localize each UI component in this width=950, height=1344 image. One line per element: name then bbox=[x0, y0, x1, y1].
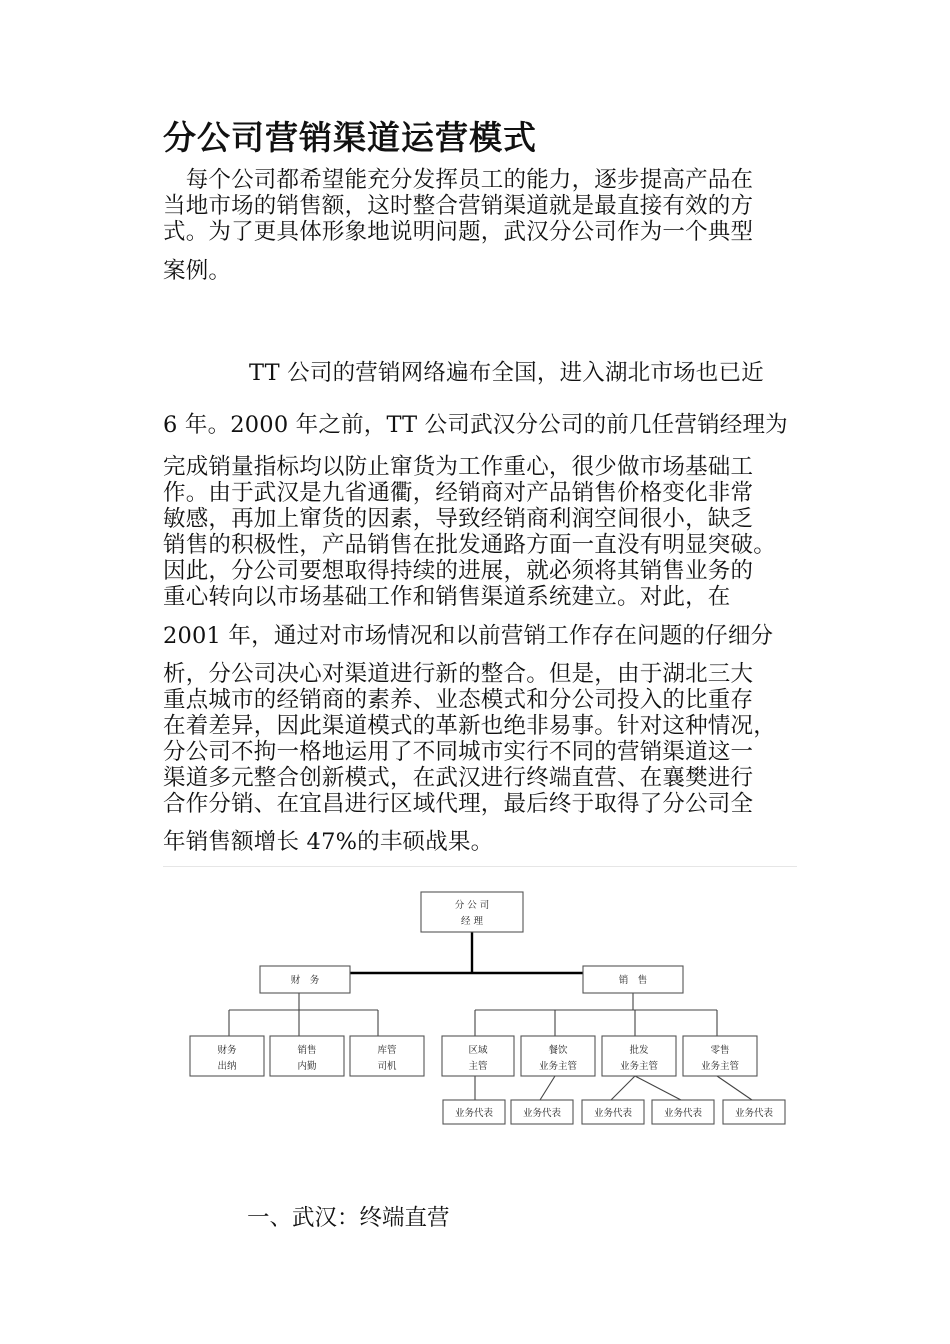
intro-line: 每个公司都希望能充分发挥员工的能力，逐步提高产品在 bbox=[163, 167, 754, 193]
org-node-rep bbox=[723, 1100, 785, 1124]
org-node-catering-supervisor bbox=[521, 1036, 595, 1076]
org-node-retail-supervisor bbox=[683, 1036, 757, 1076]
org-node-finance bbox=[260, 966, 350, 993]
body-line: 在着差异，因此渠道模式的革新也绝非易事。针对这种情况， bbox=[163, 713, 776, 739]
body-line: 分公司不拘一格地运用了不同城市实行不同的营销渠道这一 bbox=[163, 739, 754, 765]
body-line: 2001 年，通过对市场情况和以前营销工作存在问题的仔细分 bbox=[163, 623, 774, 649]
org-node-label: 经 理 bbox=[460, 916, 484, 927]
org-node-label: 业务主管 bbox=[700, 1061, 740, 1072]
org-node-label: 内勤 bbox=[297, 1061, 317, 1072]
org-node-manager bbox=[421, 892, 523, 932]
body-line: 6 年。2000 年之前，TT 公司武汉分公司的前几任营销经理为 bbox=[163, 412, 788, 438]
body-line: 重心转向以市场基础工作和销售渠道系统建立。对此，在 bbox=[163, 584, 731, 610]
org-node-sales-clerk bbox=[270, 1036, 344, 1076]
org-node-label: 业务主管 bbox=[538, 1061, 578, 1072]
org-node-label: 主管 bbox=[468, 1061, 488, 1072]
org-node-label: 司机 bbox=[377, 1061, 397, 1072]
org-node-label: 分 公 司 bbox=[454, 900, 490, 911]
intro-line: 案例。 bbox=[163, 258, 232, 284]
org-node-label: 业务代表 bbox=[663, 1108, 703, 1119]
body-line: 敏感，再加上窜货的因素，导致经销商利润空间很小，缺乏 bbox=[163, 506, 754, 532]
org-chart-svg bbox=[180, 880, 800, 1140]
org-node-label: 零售 bbox=[710, 1045, 730, 1056]
intro-line: 式。为了更具体形象地说明问题，武汉分公司作为一个典型 bbox=[163, 219, 754, 245]
document-title: 分公司营销渠道运营模式 bbox=[163, 118, 537, 157]
org-node-finance-cashier bbox=[190, 1036, 264, 1076]
org-node-regional-supervisor bbox=[442, 1036, 514, 1076]
body-line: 渠道多元整合创新模式，在武汉进行终端直营、在襄樊进行 bbox=[163, 765, 754, 791]
body-line: 销售的积极性，产品销售在批发通路方面一直没有明显突破。 bbox=[163, 532, 776, 558]
org-node-label: 财 务 bbox=[290, 975, 320, 986]
org-node-label: 业务代表 bbox=[593, 1108, 633, 1119]
body-line: 析，分公司决心对渠道进行新的整合。但是，由于湖北三大 bbox=[163, 661, 754, 687]
org-node-rep bbox=[652, 1100, 714, 1124]
divider bbox=[163, 866, 797, 867]
section-heading: 一、武汉：终端直营 bbox=[247, 1205, 450, 1231]
body-line: 合作分销、在宜昌进行区域代理，最后终于取得了分公司全 bbox=[163, 791, 754, 817]
body-line: 完成销量指标均以防止窜货为工作重心，很少做市场基础工 bbox=[163, 454, 754, 480]
body-line: 因此，分公司要想取得持续的进展，就必须将其销售业务的 bbox=[163, 558, 754, 584]
org-node-rep bbox=[582, 1100, 644, 1124]
org-node-rep bbox=[511, 1100, 573, 1124]
org-node-label: 业务代表 bbox=[454, 1108, 494, 1119]
org-node-label: 区域 bbox=[468, 1045, 488, 1056]
org-node-label: 销 售 bbox=[618, 975, 648, 986]
org-node-rep bbox=[443, 1100, 505, 1124]
body-line: 重点城市的经销商的素养、业态模式和分公司投入的比重存 bbox=[163, 687, 754, 713]
org-node-label: 财务 bbox=[217, 1045, 237, 1056]
intro-line: 当地市场的销售额，这时整合营销渠道就是最直接有效的方 bbox=[163, 193, 754, 219]
org-node-label: 业务主管 bbox=[619, 1061, 659, 1072]
org-node-label: 业务代表 bbox=[734, 1108, 774, 1119]
org-node-label: 批发 bbox=[629, 1045, 649, 1056]
org-node-label: 业务代表 bbox=[522, 1108, 562, 1119]
body-line: 年销售额增长 47%的丰硕战果。 bbox=[163, 829, 494, 855]
body-line: TT 公司的营销网络遍布全国，进入湖北市场也已近 bbox=[249, 360, 764, 386]
org-node-warehouse-driver bbox=[350, 1036, 424, 1076]
org-node-label: 销售 bbox=[297, 1045, 317, 1056]
org-node-label: 出纳 bbox=[217, 1061, 237, 1072]
org-node-label: 餐饮 bbox=[548, 1045, 568, 1056]
body-line: 作。由于武汉是九省通衢，经销商对产品销售价格变化非常 bbox=[163, 480, 754, 506]
org-node-label: 库管 bbox=[377, 1045, 397, 1056]
org-chart bbox=[180, 880, 800, 1140]
org-node-sales bbox=[583, 966, 683, 993]
org-node-wholesale-supervisor bbox=[602, 1036, 676, 1076]
